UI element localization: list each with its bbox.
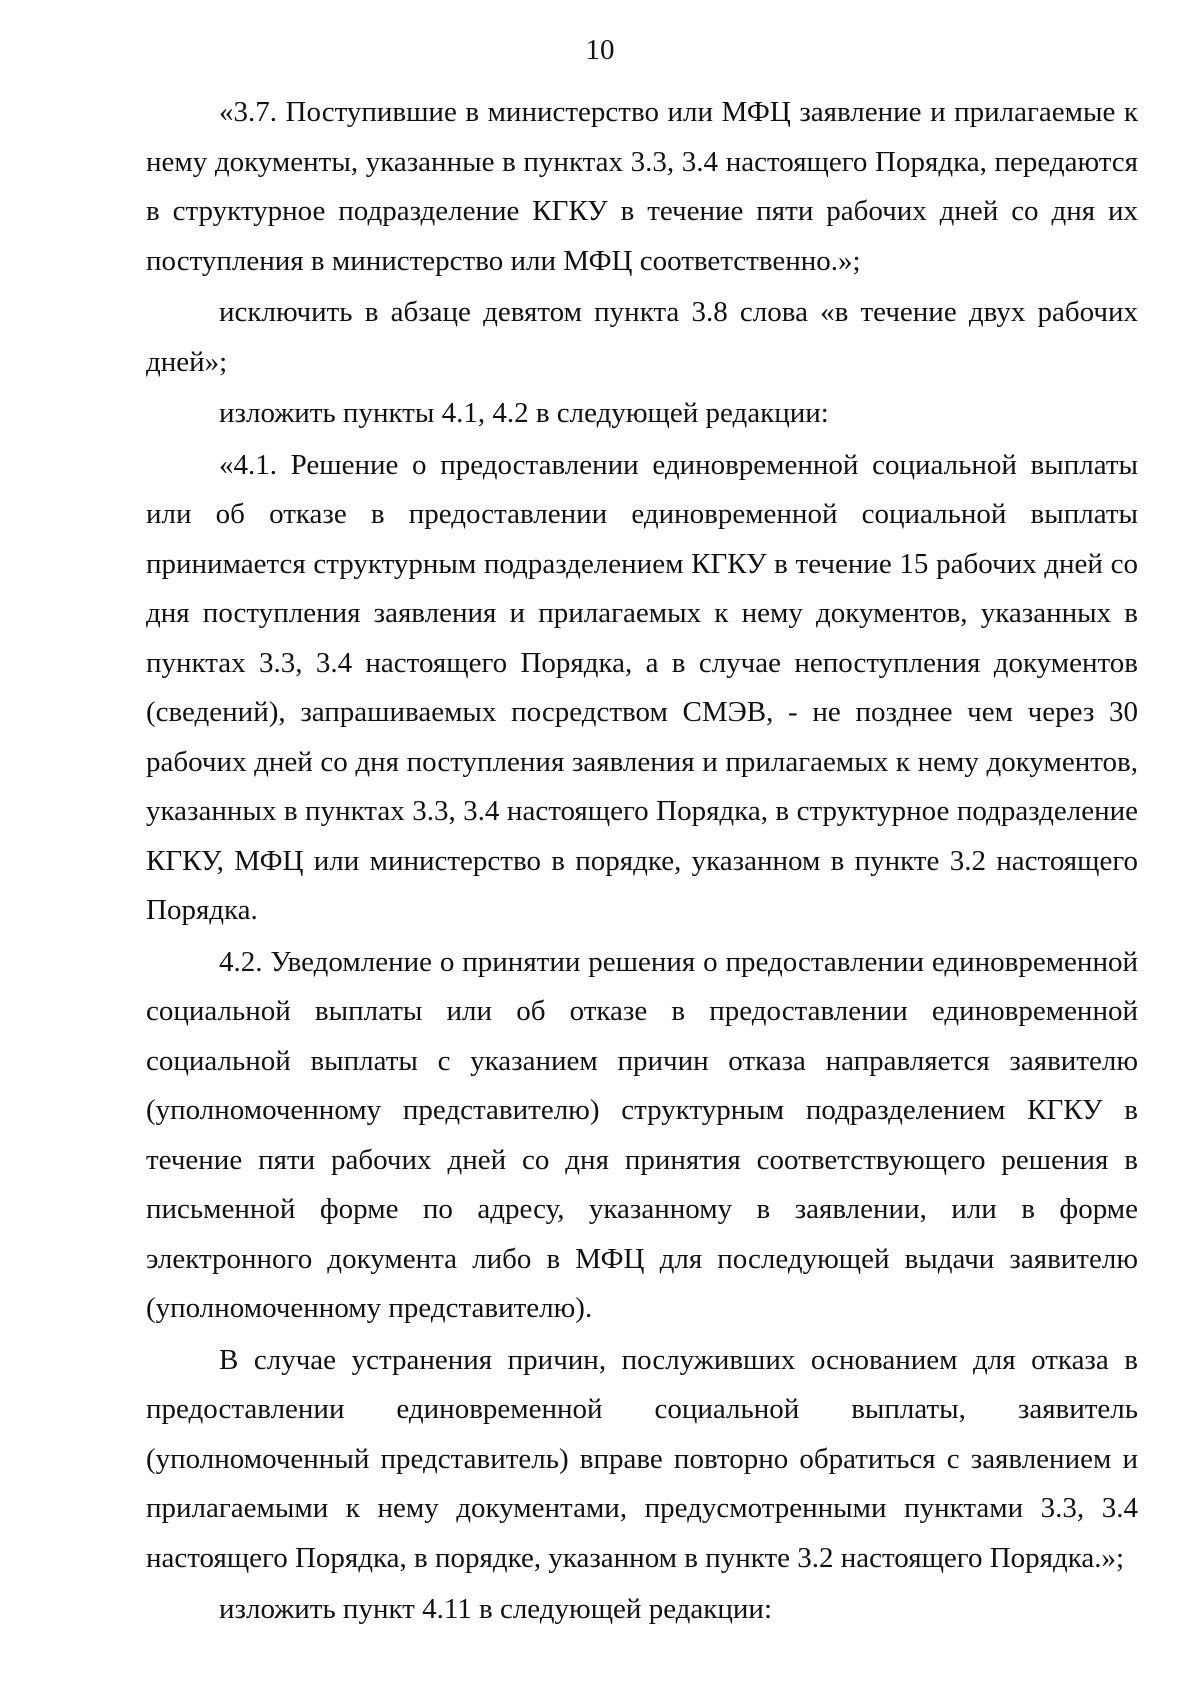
paragraph-exclude-words: исключить в абзаце девятом пункта 3.8 слова «в течение двух рабочих дней»; xyxy=(146,296,1138,378)
paragraph-4-1: «4.1. Решение о предоставлении единовременной социальной выплаты или об отказе в предоставлении единовременной социальной выплаты принимается структурным подразделением КГКУ в течение 15 рабочих дней со дня поступления заявления и прилагаемых к нему документов, указанных в пунктах 3.3, 3.4 настоящего Порядка, а в случае непоступления документов (сведений), запрашиваемых посредством СМЭВ, - не позднее чем через 30 рабочих дней со дня поступления заявления и прилагаемых к нему документов, указанных в пунктах 3.3, 3.4 настоящего Порядка, в структурное подразделение КГКУ, МФЦ или министерство в порядке, указанном в пункте 3.2 настоящего Порядка. xyxy=(146,448,1138,926)
paragraph-4-2: 4.2. Уведомление о принятии решения о предоставлении единовременной социальной выплаты или об отказе в предоставлении единовременной социальной выплаты с указанием причин отказа направляется заявителю (уполномоченному представителю) структурным подразделением КГКУ в течение пяти рабочих дней со дня принятия соответствующего решения в письменной форме по адресу, указанному в заявлении, или в форме электронного документа либо в МФЦ для последующей выдачи заявителю (уполномоченному представителю). xyxy=(146,945,1138,1324)
paragraph-reapplication: В случае устранения причин, послуживших основанием для отказа в предоставлении единовременной социальной выплаты, заявитель (уполномоченный представитель) вправе повторно обратиться с заявлением и прилагаемыми к нему документами, предусмотренными пунктами 3.3, 3.4 настоящего Порядка, в порядке, указанном в пункте 3.2 настоящего Порядка.»; xyxy=(146,1343,1138,1574)
paragraph-amend-4-1-4-2: изложить пункты 4.1, 4.2 в следующей редакции: xyxy=(219,397,829,429)
paragraph-3-7: «3.7. Поступившие в министерство или МФЦ заявление и прилагаемые к нему документы, указанные в пунктах 3.3, 3.4 настоящего Порядка, передаются в структурное подразделение КГКУ в течение пяти рабочих дней со дня их поступления в министерство или МФЦ соответственно.»; xyxy=(146,96,1138,277)
paragraph-amend-4-11: изложить пункт 4.11 в следующей редакции: xyxy=(219,1593,773,1625)
document-body xyxy=(146,88,1138,1635)
page-number: 10 xyxy=(585,34,615,66)
